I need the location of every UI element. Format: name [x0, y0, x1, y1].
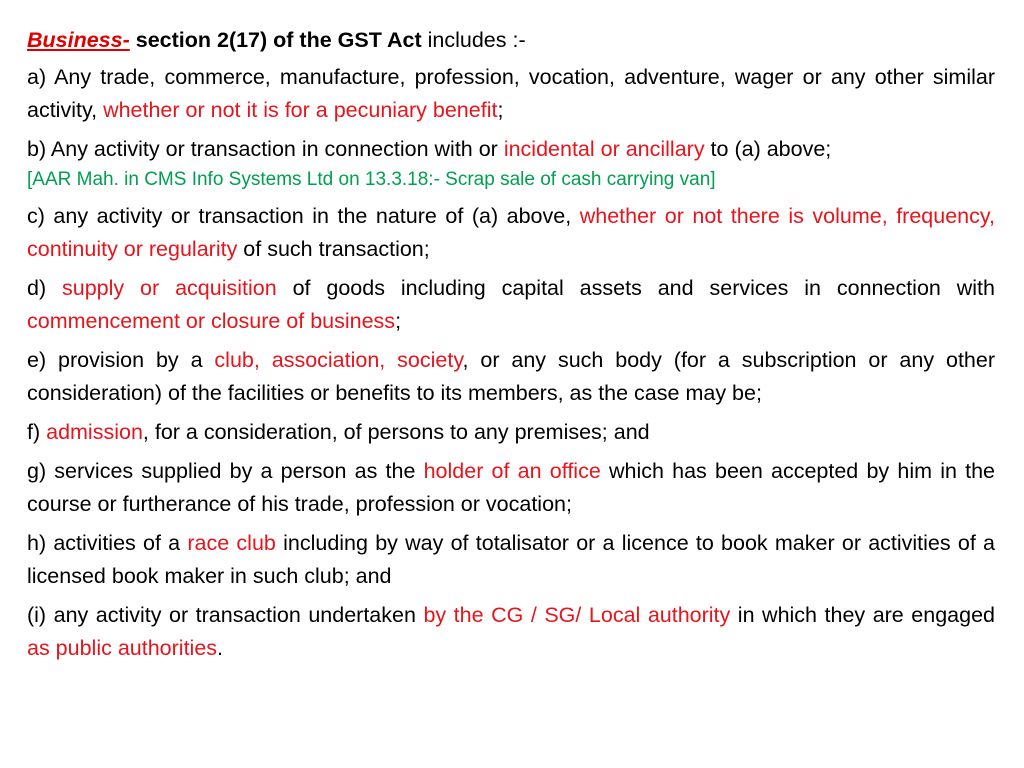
definition-item [27, 344, 995, 410]
item-text: , or any such body (for a subscription or any other consideration) of the facilities or benefits to its members, as the case may be; [27, 348, 995, 405]
definition-item [27, 61, 995, 127]
item-text: f) [27, 420, 47, 444]
highlighted-text: race club [187, 531, 276, 555]
item-text: c) any activity or transaction in the nature of (a) above, [27, 204, 580, 228]
definition-item [27, 200, 995, 266]
item-text: including by way of totalisator or a licence to book maker or activities of a licensed book maker in such club; and [27, 531, 995, 588]
item-text: (i) any activity or transaction undertaken [27, 603, 424, 627]
item-text: . [217, 636, 224, 660]
item-text: , for a consideration, of persons to any premises; and [142, 420, 650, 444]
highlighted-text: by the CG / SG/ Local authority [423, 603, 731, 627]
highlighted-text: commencement or closure of business [27, 309, 396, 333]
case-law-note: [AAR Mah. in CMS Info Systems Ltd on 13.3.18:- Scrap sale of cash carrying van] [27, 169, 716, 190]
definition-item [27, 599, 995, 665]
item-text: of goods including capital assets and services in connection with [276, 276, 995, 300]
item-text: g) services supplied by a person as the [27, 459, 424, 483]
heading-rest: includes :- [421, 28, 526, 52]
highlighted-text: as public authorities [27, 636, 218, 660]
item-text: a) Any trade, commerce, manufacture, profession, vocation, adventure, wager or any other similar activity, [27, 65, 995, 122]
definition-item [27, 527, 995, 593]
definition-heading [27, 24, 995, 57]
highlighted-text: admission [46, 420, 143, 444]
highlighted-text: whether or not it is for a pecuniary benefit [103, 98, 498, 122]
highlighted-text: holder of an office [423, 459, 601, 483]
item-text: b) Any activity or transaction in connection with or [27, 137, 504, 161]
item-text: e) provision by a [27, 348, 215, 372]
heading-term: Business- [27, 28, 130, 52]
highlighted-text: incidental or ancillary [503, 137, 705, 161]
item-text: h) activities of a [27, 531, 188, 555]
definition-item [27, 133, 995, 194]
definition-item [27, 416, 995, 449]
definition-list [27, 61, 995, 665]
definition-item [27, 272, 995, 338]
definition-item [27, 455, 995, 521]
highlighted-text: supply or acquisition [62, 276, 277, 300]
item-text: in which they are engaged [730, 603, 995, 627]
item-text: d) [27, 276, 63, 300]
item-text: ; [497, 98, 504, 122]
item-text: of such transaction; [237, 237, 430, 261]
item-text: to (a) above; [704, 137, 832, 161]
item-text: ; [395, 309, 402, 333]
item-text: which has been accepted by him in the course or furtherance of his trade, profession or vocation; [27, 459, 996, 516]
highlighted-text: whether or not there is volume, frequency, continuity or regularity [27, 204, 995, 261]
heading-section: section 2(17) of the GST Act [129, 28, 422, 52]
highlighted-text: club, association, society [214, 348, 463, 372]
